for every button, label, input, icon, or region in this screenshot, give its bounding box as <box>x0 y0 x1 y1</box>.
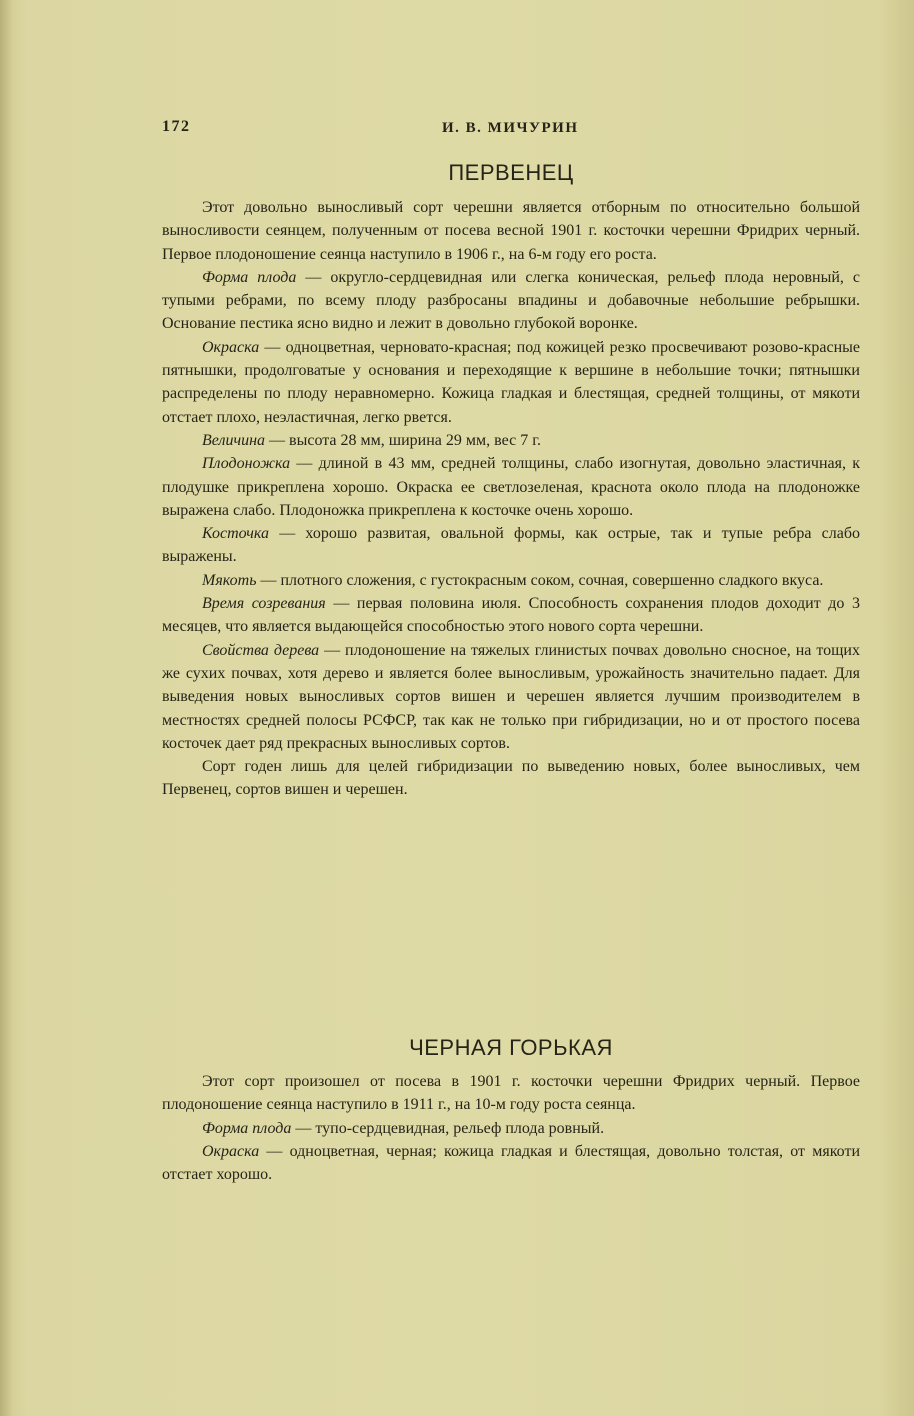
entry-term: Окраска <box>202 1142 260 1160</box>
entry-text: — округло-сердцевидная или слегка коническая, рельеф плода неровный, с тупыми ребрами, по всему плоду разбросаны впадины и добавочные небольшие ребрышки. Основание пестика ясно видно и лежит в довольно глубокой воронке. <box>162 268 861 333</box>
entry-fruit-shape <box>162 1117 860 1140</box>
entry-term: Свойства дерева <box>202 641 320 659</box>
entry-term: Косточка <box>202 525 269 543</box>
entry-stalk <box>162 452 860 522</box>
article-title: ЧЕРНАЯ ГОРЬКАЯ <box>409 1035 613 1060</box>
entry-color <box>162 1140 860 1187</box>
intro-paragraph: Этот сорт произошел от посева в 1901 г. косточки черешни Фридрих черный. Первое плодоношение сеянца наступило в 1911 г., на 10-м году роста сеянца. <box>162 1073 860 1114</box>
entry-text: — одноцветная, черная; кожица гладкая и блестящая, довольно толстая, от мякоти отстает хорошо. <box>162 1142 860 1184</box>
article-title: ПЕРВЕНЕЦ <box>448 160 574 185</box>
entry-text: — тупо-сердцевидная, рельеф плода ровный. <box>291 1119 605 1137</box>
entry-text: — хорошо развитая, овальной формы, как острые, так и тупые ребра слабо выражены. <box>162 525 860 566</box>
entry-flesh <box>162 569 860 592</box>
page-number: 172 <box>162 118 191 135</box>
entry-text: — первая половина июля. Способность сохранения плодов доходит до 3 месяцев, что является выдающейся способностью этого нового сорта черешни. <box>162 595 861 636</box>
entry-term: Величина <box>202 431 266 449</box>
intro-paragraph: Этот довольно выносливый сорт черешни является отборным по относительно большой выносливости сеянцем, полученным от посева весной 1901 г. косточки черешни Фридрих черный. Первое плодоношение сеянца наступило в 1906 г., на 6-м году его роста. <box>162 199 860 263</box>
entry-term: Время созревания <box>202 595 326 613</box>
entry-size <box>162 429 860 452</box>
entry-text: — высота 28 мм, ширина 29 мм, вес 7 г. <box>265 431 541 449</box>
running-head: И. В. МИЧУРИН <box>442 120 579 136</box>
entry-text: — одноцветная, черновато-красная; под кожицей резко просвечивают розово-красные пятнышки, продолговатые у основания и переходящие к вершине в небольшие точки; пятнышки распределены по плоду неравномерно. Кожица гладкая и блестящая, средней толщины, от мякоти отстает плохо, неэластичная, легко рвется. <box>162 338 860 426</box>
entry-stone <box>162 522 860 569</box>
entry-color <box>162 336 860 429</box>
entry-ripening-time <box>162 592 860 639</box>
page-binding-edge <box>0 0 12 1416</box>
entry-text: — плодоношение на тяжелых глинистых почвах довольно сносное, на тощих же сухих почвах, хотя дерево и является более выносливым, урожайность значительно падает. Для выведения новых выносливых сортов вишен и черешен является лучшим производителем в местностях средней полосы РСФСР, так как не только при гибридизации, но и от простого посева косточек дает ряд прекрасных выносливых сортов. <box>162 641 860 752</box>
entry-tree-properties <box>162 639 860 755</box>
entry-term: Окраска <box>202 338 260 356</box>
entry-fruit-shape <box>162 266 860 336</box>
article-pervenets <box>162 158 860 802</box>
entry-term: Плодоножка <box>202 455 291 473</box>
closing-paragraph: Сорт годен лишь для целей гибридизации по выведению новых, более выносливых, чем Первенец, сортов вишен и черешен. <box>162 758 860 799</box>
page-header <box>162 118 862 142</box>
entry-term: Форма плода <box>202 268 297 286</box>
article-chernaya-gorkaya <box>162 1030 860 1186</box>
entry-text: — плотного сложения, с густокрасным соком, сочная, совершенно сладкого вкуса. <box>256 571 824 589</box>
entry-term: Мякоть <box>202 571 257 589</box>
entry-term: Форма плода <box>202 1119 292 1137</box>
entry-text: — длиной в 43 мм, средней толщины, слабо изогнутая, довольно эластичная, к плодушке прикреплена хорошо. Окраска ее светлозеленая, краснота около плода на плодоножке выражена слабо. Плодоножка прикреплена к косточке очень хорошо. <box>162 455 860 519</box>
